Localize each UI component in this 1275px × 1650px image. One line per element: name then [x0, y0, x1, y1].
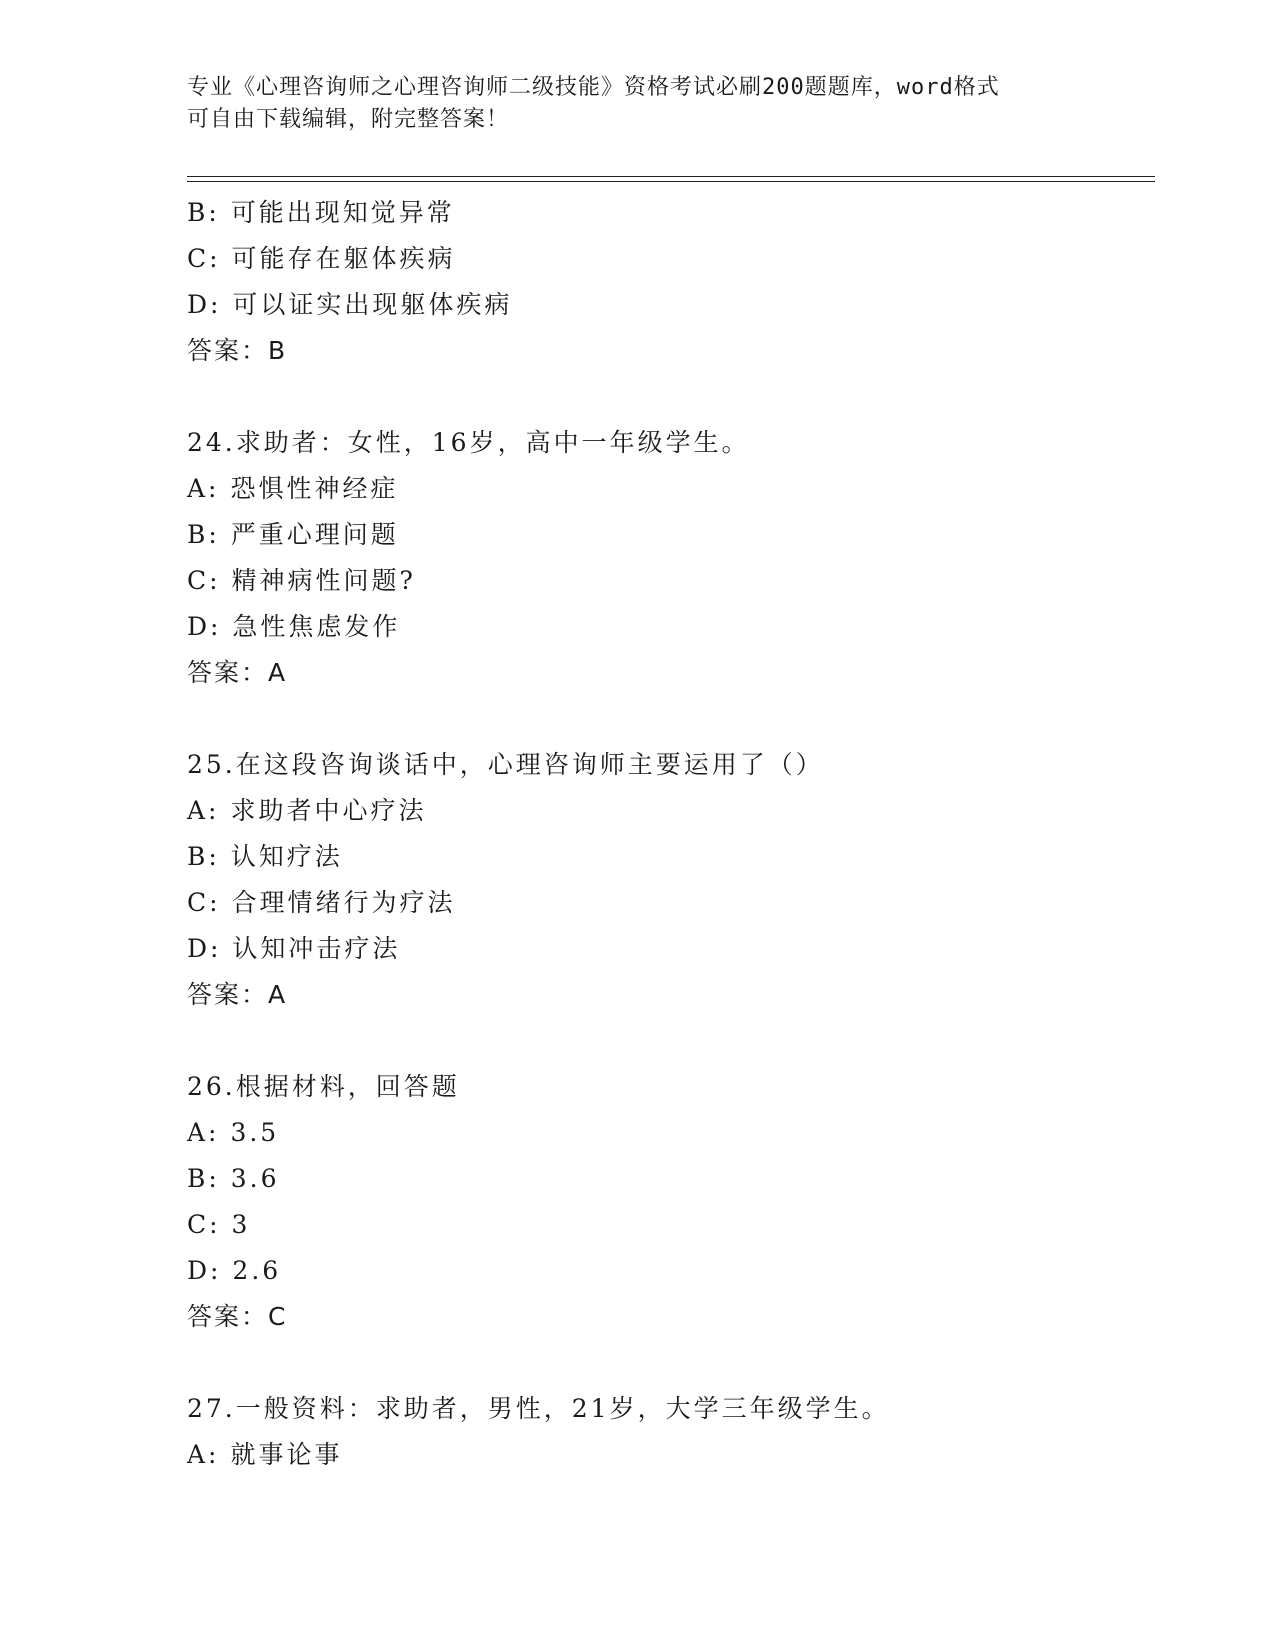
- option-text: 可能存在躯体疾病: [231, 244, 456, 273]
- option-label: D:: [187, 290, 222, 319]
- question-block-26: [187, 1064, 1155, 1340]
- option-label: A:: [187, 796, 220, 825]
- option-label: D:: [187, 934, 222, 963]
- option-d: [187, 604, 1155, 650]
- option-label: C:: [187, 1210, 221, 1239]
- option-label: B:: [187, 842, 220, 871]
- option-text: 认知冲击疗法: [232, 934, 401, 963]
- option-a: [187, 1110, 1155, 1156]
- option-text: 合理情绪行为疗法: [231, 888, 456, 917]
- option-c: [187, 236, 1155, 282]
- answer-line: 答案：A: [187, 980, 288, 1009]
- header-divider-bottom: [187, 181, 1155, 182]
- answer-line: 答案：A: [187, 658, 288, 687]
- option-text: 3: [231, 1210, 251, 1239]
- question-stem: 25.在这段咨询谈话中，心理咨询师主要运用了（）: [187, 750, 824, 779]
- option-b: [187, 512, 1155, 558]
- option-text: 2.6: [232, 1256, 282, 1285]
- header-line-2: 可自由下载编辑，附完整答案！: [187, 107, 510, 132]
- option-d: [187, 1248, 1155, 1294]
- option-text: 可能出现知觉异常: [230, 198, 455, 227]
- header-line-1: 专业《心理咨询师之心理咨询师二级技能》资格考试必刷200题题库，word格式: [187, 75, 1000, 100]
- option-text: 严重心理问题: [230, 520, 399, 549]
- option-text: 求助者中心疗法: [230, 796, 427, 825]
- option-d: [187, 282, 1155, 328]
- question-block-prev: [187, 190, 1155, 374]
- option-label: B:: [187, 198, 220, 227]
- option-b: [187, 190, 1155, 236]
- question-block-25: [187, 742, 1155, 1018]
- option-a: [187, 466, 1155, 512]
- option-label: A:: [187, 1118, 220, 1147]
- option-label: B:: [187, 1164, 220, 1193]
- option-text: 3.6: [230, 1164, 280, 1193]
- question-stem: 24.求助者：女性，16岁，高中一年级学生。: [187, 428, 750, 457]
- option-label: B:: [187, 520, 220, 549]
- answer-line: 答案：C: [187, 1302, 288, 1331]
- option-d: [187, 926, 1155, 972]
- option-text: 可以证实出现躯体疾病: [232, 290, 513, 319]
- option-c: [187, 558, 1155, 604]
- option-a: [187, 788, 1155, 834]
- option-text: 急性焦虑发作: [232, 612, 401, 641]
- option-label: A:: [187, 474, 220, 503]
- option-b: [187, 1156, 1155, 1202]
- option-a: [187, 1432, 1155, 1478]
- question-block-27: [187, 1386, 1155, 1478]
- answer-line: 答案：B: [187, 336, 288, 365]
- header-divider-top: [187, 176, 1155, 177]
- option-label: D:: [187, 1256, 222, 1285]
- question-block-24: [187, 420, 1155, 696]
- option-label: D:: [187, 612, 222, 641]
- option-text: 恐惧性神经症: [230, 474, 399, 503]
- question-stem: 26.根据材料，回答题: [187, 1072, 460, 1101]
- option-text: 认知疗法: [230, 842, 343, 871]
- option-text: 精神病性问题?: [231, 566, 416, 595]
- option-text: 3.5: [230, 1118, 280, 1147]
- option-label: C:: [187, 566, 221, 595]
- option-b: [187, 834, 1155, 880]
- option-label: A:: [187, 1440, 220, 1469]
- question-list: [187, 190, 1155, 1478]
- option-c: [187, 880, 1155, 926]
- option-label: C:: [187, 888, 221, 917]
- question-stem: 27.一般资料：求助者，男性，21岁，大学三年级学生。: [187, 1394, 890, 1423]
- document-header: [187, 72, 1087, 136]
- option-c: [187, 1202, 1155, 1248]
- option-text: 就事论事: [230, 1440, 343, 1469]
- option-label: C:: [187, 244, 221, 273]
